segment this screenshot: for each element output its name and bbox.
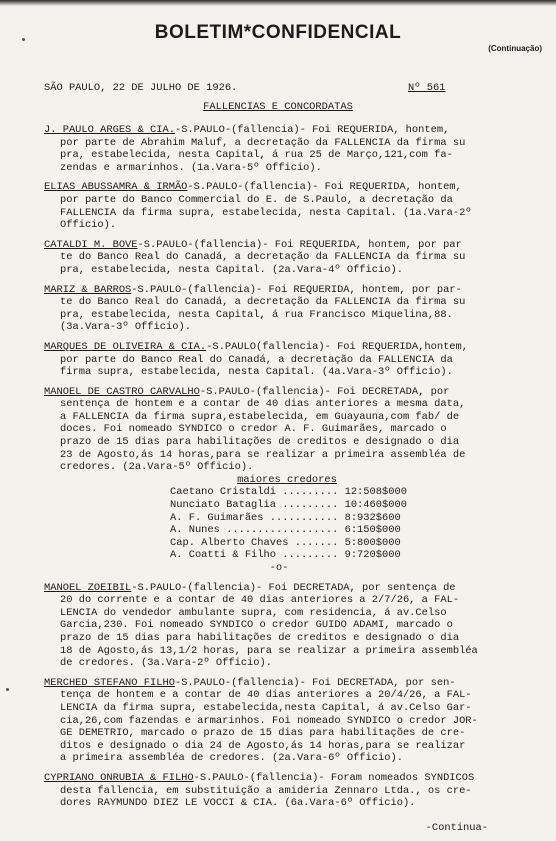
entry-text-line: ditos e designado o dia 24 de Agosto,ás 14 horas,para se realizar <box>60 739 466 752</box>
entry-text-line: 20 do corrente e a contar de 40 dias anteriores a 2/7/26, a FAL- <box>60 594 460 607</box>
entry-text-line: dores RAYMUNDO DIEZ LE VOCCI & CIA. (6a.Vara-6º Officio). <box>60 797 416 810</box>
entry-text-line: por parte do Banco Commercial do E. de S.Paulo, a decretação da <box>60 193 453 206</box>
entry-text-line: de credores. (3a.Vara-2º Officio). <box>60 657 273 670</box>
entry-text-line: doces. Foi nomeado SYNDICO o credor A. F. Guimarães, marcado o <box>60 423 447 436</box>
creditor-row: A. Nunes .................. 6:150$000 <box>170 524 401 537</box>
entry-text-line: pra, estabelecida, nesta Capital, á rua Francisco Miquelina,88. <box>60 308 453 321</box>
entry-text-line: LENCIA do vendedor ambulante supra, com residencia, á av.Celso <box>60 606 447 619</box>
creditor-row: A. F. Guimarães ........... 8:932$600 <box>170 511 401 524</box>
entry-firm-name: MARIZ & BARROS <box>44 283 132 296</box>
creditors-heading-text: maiores credores <box>237 473 337 486</box>
entry-firm-name: J. PAULO ARGES & CIA. <box>44 124 175 136</box>
entry-text-line: desta fallencia, em substituição a amideria Zennaro Ltda., os cre- <box>60 784 472 797</box>
entry-text-line: te do Banco Real do Canadá, a decretação da FALLENCIA da firma su <box>60 296 466 309</box>
creditor-row: Cap. Alberto Chaves ....... 5:800$000 <box>170 536 401 549</box>
entry-text-line: por parte do Banco Real do Canadá, a decretação da FALLENCIA da <box>60 353 453 366</box>
entry-text-line: zendas e armarinhos. (1a.Vara-5º Officio). <box>60 161 322 174</box>
creditor-row: Caetano Cristaldi ......... 12:508$000 <box>170 486 407 499</box>
entry-text-line: firma supra, estabelecida, nesta Capital. (4a.Vara-3º Officio). <box>60 366 453 379</box>
section-title: FALLENCIAS E CONCORDATAS <box>203 101 353 113</box>
entry-firm-name: MANOEL DE CASTRO CARVALHO <box>44 385 200 398</box>
bulletin-title: BOLETIM*CONFIDENCIAL <box>154 22 402 43</box>
entry-text-line: GE DEMETRIO, marcado o prazo de 15 dias para habilitações de cre- <box>60 727 466 740</box>
entry-text-line: por parte de Abrahim Maluf, a decretação da FALLENCIA da firma su <box>60 136 466 149</box>
bulletin-number: Nº 561 <box>408 82 446 94</box>
entry-text-line: -S.PAULO(fallencia)- Foi REQUERIDA,hontem, <box>206 340 469 353</box>
entry-text-line: (3a.Vara-3º Officio). <box>60 321 191 334</box>
scan-edge-shadow <box>0 0 556 6</box>
entry-firm-name: MERCHED STEFANO FILHO <box>44 676 175 689</box>
creditors-heading <box>24 474 550 487</box>
entry-first-line <box>44 341 550 354</box>
entry-text-line: credores. (2a.Vara-5º Officio). <box>60 461 254 474</box>
entry-first-line <box>44 181 550 194</box>
entry-text-line: Officio). <box>60 219 117 232</box>
fallencia-entry <box>44 124 550 174</box>
entry-text-line: pra, estabelecida, nesta Capital, á rua 25 de Março,121,com fa- <box>60 149 453 162</box>
entry-first-line <box>44 772 550 785</box>
entry-text-line: prazo de 15 dias para habilitações de creditos e designado o dia <box>60 631 460 644</box>
entry-text-line: a primeira assembléa de credores. (2a.Vara-6º Officio). <box>60 752 403 765</box>
entry-text-line: tença de hontem e a contar de 40 dias anteriores a 20/4/26, a FAL- <box>60 689 472 702</box>
entry-text-line: a FALLENCIA da firma supra,estabelecida, em Guayauna,com fab/ de <box>60 410 460 423</box>
entry-separator: -o- <box>269 562 289 574</box>
entry-text-line: 23 de Agosto,ás 14 horas,para se realizar a primeira assembléa de <box>60 448 466 461</box>
entry-text-line: -S.PAULO-(fallencia)- Foram nomeados SYNDICOS <box>193 771 475 784</box>
entry-text-line: te do Banco Real do Canadá, a decretação da FALLENCIA da firma su <box>60 251 466 264</box>
entry-text-line: -S.PAULO-(fallencia)- Foi DECRETADA, por sentença de <box>131 581 456 594</box>
continuation-label: (Continuação) <box>488 44 542 53</box>
entry-text-line: Garcia,230. Foi nomeado SYNDICO o credor GUIDO ADAMI, marcado o <box>60 619 453 632</box>
entry-first-line <box>44 582 550 595</box>
creditor-row: A. Coatti & Filho ......... 9:720$000 <box>170 549 401 562</box>
entry-text-line: LENCIA da firma supra, estabelecida,nesta Capital, á av.Celso Gar- <box>60 701 472 714</box>
entry-firm-name: ELIAS ABUSSAMRA & IRMÃO <box>44 181 188 194</box>
entry-first-line <box>44 124 550 137</box>
fallencia-entry <box>44 386 550 575</box>
entry-text-line: -S.PAULO-(fallencia)- Foi REQUERIDA, hontem, <box>174 124 450 136</box>
fallencia-entry <box>44 181 550 231</box>
entry-text-line: -S.PAULO-(fallencia)- Foi REQUERIDA, hontem, por par- <box>131 283 462 296</box>
entry-text-line: sentença de hontem e a contar de 40 dias anteriores a mesma data, <box>60 398 466 411</box>
entry-text-line: -S.PAULO-(fallencia)- Foi REQUERIDA, hontem, por par <box>137 238 462 251</box>
entry-text-line: 18 de Agosto,ás 13,1/2 horas, para se realizar a primeira assembléa <box>60 644 478 657</box>
document-date: SÃO PAULO, 22 DE JULHO DE 1926. <box>44 82 238 94</box>
entry-text-line: prazo de 15 dias para habilitações de creditos e designado o dia <box>60 436 460 449</box>
fallencia-entry <box>44 341 550 379</box>
entry-firm-name: MARQUES DE OLIVEIRA & CIA. <box>44 340 207 353</box>
entry-text-line: -S.PAULO-(fallencia)- Foi DECRETADA, por <box>199 385 450 398</box>
entry-text-line: -S.PAULO-(fallencia)- Foi DECRETADA, por sen- <box>174 676 456 689</box>
fallencia-entry <box>44 772 550 810</box>
fallencia-entry <box>44 239 550 277</box>
entry-firm-name: MANOEL ZOEIBIL <box>44 581 132 594</box>
fallencia-entry <box>44 677 550 765</box>
entry-text-line: pra, estabelecida, nesta Capital. (2a.Vara-4º Officio). <box>60 263 403 276</box>
entry-text-line: -S.PAULO-(fallencia)- Foi REQUERIDA, hontem, <box>187 181 462 194</box>
entries-list <box>44 124 550 817</box>
entry-firm-name: CATALDI M. BOVE <box>44 238 138 251</box>
entry-first-line <box>44 239 550 252</box>
continua-label: -Continua- <box>425 822 488 835</box>
entry-first-line <box>44 284 550 297</box>
entry-first-line <box>44 386 550 399</box>
fallencia-entry <box>44 284 550 334</box>
creditor-row: Nunciato Bataglia ......... 10:460$000 <box>170 499 407 512</box>
scan-speck <box>6 688 9 691</box>
entry-text-line: cia,26,com fazendas e armarinhos. Foi nomeado SYNDICO o credor JOR- <box>60 714 478 727</box>
entry-first-line <box>44 677 550 690</box>
entry-text-line: FALLENCIA da firma supra, estabelecida, nesta Capital. (1a.Vara-2º <box>60 206 472 219</box>
fallencia-entry <box>44 582 550 670</box>
entry-firm-name: CYPRIANO ONRUBIA & FILHO <box>44 771 194 784</box>
